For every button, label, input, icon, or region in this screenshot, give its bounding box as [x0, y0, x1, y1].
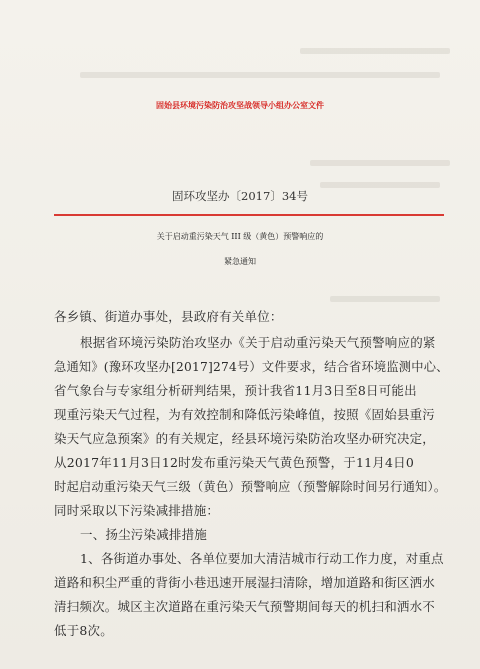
paragraph-2-line: 道路和积尘严重的背街小巷迅速开展湿扫清除，增加道路和街区洒水: [54, 575, 436, 590]
red-divider-line: [54, 214, 444, 216]
salutation: 各乡镇、街道办事处，县政府有关单位：: [54, 309, 283, 324]
bleed-through-mark: [80, 72, 440, 78]
paragraph-1-line: 现重污染天气过程，为有效控制和降低污染峰值，按照《固始县重污: [54, 407, 436, 422]
paragraph-2-line: 1、各街道办事处、各单位要加大清洁城市行动工作力度，对重点: [80, 551, 444, 566]
bleed-through-mark: [300, 48, 450, 54]
bleed-through-mark: [310, 160, 450, 166]
paragraph-1-line: 根据省环境污染防治攻坚办《关于启动重污染天气预警响应的紧: [80, 335, 436, 350]
section-1-heading: 一、扬尘污染减排措施: [80, 527, 208, 542]
notice-title-line-2: 紧急通知: [224, 257, 256, 266]
paragraph-1-line: 急通知》(豫环攻坚办[2017]274号）文件要求，结合省环境监测中心、: [54, 360, 449, 374]
paragraph-1-line: 从2017年11月3日12时发布重污染天气黄色预警，于11月4日0: [54, 455, 414, 470]
paragraph-1-line: 同时采取以下污染减排措施：: [54, 503, 220, 518]
paragraph-2-line: 低于8次。: [54, 623, 113, 638]
paragraph-1-line: 时起启动重污染天气三级（黄色）预警响应（预警解除时间另行通知）。: [54, 480, 447, 494]
paragraph-1-line: 省气象台与专家组分析研判结果，预计我省11月3日至8日可能出: [54, 383, 417, 398]
bleed-through-mark: [330, 296, 440, 302]
paragraph-2-line: 清扫频次。城区主次道路在重污染天气预警期间每天的机扫和洒水不: [54, 599, 436, 614]
notice-title-line-1: 关于启动重污染天气 III 级（黄色）预警响应的: [156, 232, 324, 241]
document-number: 固环攻坚办〔2017〕34号: [172, 189, 308, 203]
paragraph-1-line: 染天气应急预案》的有关规定，经县环境污染防治攻坚办研究决定，: [54, 431, 436, 446]
red-header-office-name: 固始县环境污染防治攻坚战领导小组办公室文件: [156, 100, 324, 110]
